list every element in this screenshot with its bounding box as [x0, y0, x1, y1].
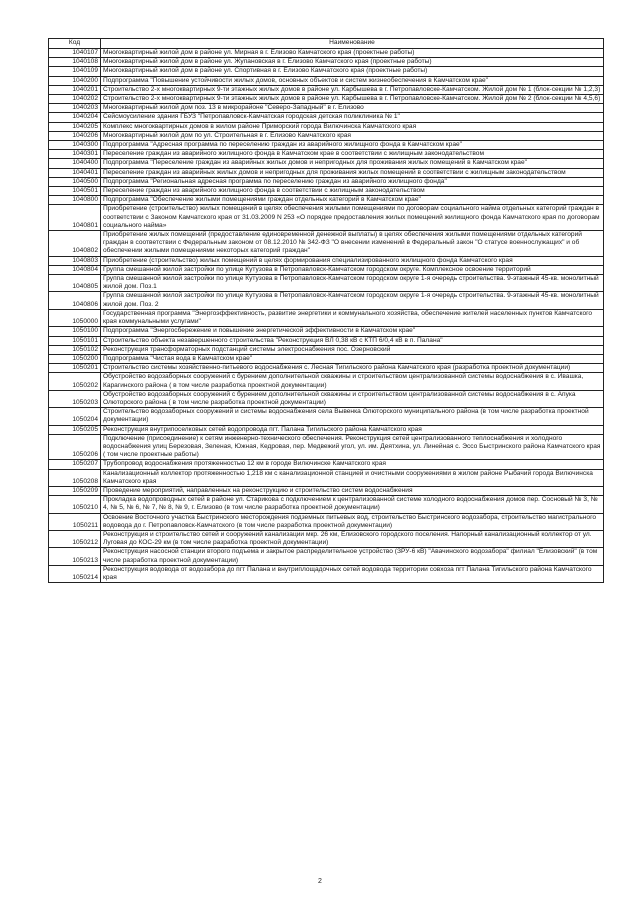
row-name: Государственная программа "Энергоэффективность, развитие энергетики и коммунального хозяйства, обеспечение жителей населенных пунктов Камчатского края коммунальными услугами": [101, 309, 604, 326]
table-row: [49, 85, 604, 94]
row-code: 1050209: [49, 486, 101, 495]
row-name: Обустройство водозаборных сооружений с бурением дополнительной скважины и строительством централизованной системы водоснабжения в с. Ивашка, Карагинского района ( в том числе разработка проектной документации): [101, 373, 604, 390]
row-code: 1040801: [49, 205, 101, 231]
table-row: [49, 104, 604, 113]
row-code: 1040205: [49, 122, 101, 131]
row-code: 1040200: [49, 76, 101, 85]
row-name: Многоквартирный жилой дом в районе ул. Спортивная в г. Елизово Камчатского края (проектные работы): [101, 67, 604, 76]
row-name: Приобретение жилых помещений (предоставление единовременной денежной выплаты) в целях обеспечения жилыми помещениями отдельных категорий граждан в соответствии с Федеральным законом от 08.12.2010 № 342-ФЗ "О внесении изменений в Федеральный закон "О статусе военнослужащих" и об обеспечении жилыми помещениями некоторых категорий граждан": [101, 231, 604, 257]
table-row: [49, 49, 604, 58]
row-code: 1050210: [49, 496, 101, 513]
table-row: [49, 565, 604, 582]
table-row: [49, 486, 604, 495]
row-code: 1050211: [49, 513, 101, 530]
table-row: [49, 530, 604, 547]
table-row: [49, 373, 604, 390]
table-row: [49, 327, 604, 336]
row-name: Сейсмоусиление здания ГБУЗ "Петропавловск-Камчатская городская детская поликлиника № 1": [101, 113, 604, 122]
table-row: [49, 265, 604, 274]
row-name: Многоквартирный жилой дом в районе ул. Мирная в г. Елизово Камчатского края (проектные работы): [101, 49, 604, 58]
table-row: [49, 425, 604, 434]
row-name: Подпрограмма "Переселение граждан из аварийных жилых домов и непригодных для проживания жилых помещений в Камчатском крае": [101, 159, 604, 168]
row-name: Подпрограмма "Адресная программа по переселению граждан из аварийного жилищного фонда в Камчатском крае": [101, 141, 604, 150]
row-name: Канализационный коллектор протяженностью 1,218 км с канализационной станцией и очистными сооружениями в жилом районе Рыбачий города Вилючинска Камчатского края: [101, 469, 604, 486]
row-code: 1050202: [49, 373, 101, 390]
table-row: [49, 390, 604, 407]
row-code: 1050212: [49, 530, 101, 547]
row-code: 1040108: [49, 58, 101, 67]
table-row: [49, 231, 604, 257]
row-code: 1050201: [49, 364, 101, 373]
row-name: Обустройство водозаборных сооружений с бурением дополнительной скважины и строительством централизованной системы водоснабжения в с. Апука Олюторского района ( в том числе разработка проектной документации): [101, 390, 604, 407]
row-name: Строительство системы хозяйственно-питьевого водоснабжения с. Лесная Тигильского района Камчатского края (разработка проектной документации): [101, 364, 604, 373]
row-name: Проведение мероприятий, направленных на реконструкцию и строительство систем водоснабжения: [101, 486, 604, 495]
row-name: Строительство 2-х многоквартирных 9-ти этажных жилых домов в районе ул. Карбышева в г. Петропавловске-Камчатском. Жилой дом № 1 (блок-секции № 1,2,3): [101, 85, 604, 94]
row-name: Многоквартирный жилой дом поз. 13 в микрорайоне "Северо-Западный" в г. Елизово: [101, 104, 604, 113]
row-name: Группа смешанной жилой застройки по улице Кутузова в Петропавловск-Камчатском городском округе 1-я очередь строительства. 9-этажный 45-кв. монолитный жилой дом. Поз. 2: [101, 292, 604, 309]
header-name: Наименование: [101, 39, 604, 49]
table-row: [49, 196, 604, 205]
row-code: 1040400: [49, 159, 101, 168]
row-code: 1050102: [49, 345, 101, 354]
table-row: [49, 513, 604, 530]
table-row: [49, 434, 604, 460]
row-code: 1040501: [49, 187, 101, 196]
row-code: 1050100: [49, 327, 101, 336]
row-code: 1050213: [49, 548, 101, 565]
row-name: Подпрограмма "Повышение устойчивости жилых домов, основных объектов и систем жизнеобеспечения в Камчатском крае": [101, 76, 604, 85]
row-code: 1040201: [49, 85, 101, 94]
table-row: [49, 205, 604, 231]
row-name: Реконструкция водовода от водозабора до пгт Палана и внутриплощадочных сетей водовода территории совхоза пгт Палана Тигильского района Камчатского края: [101, 565, 604, 582]
row-name: Реконструкция насосной станции второго подъема и закрытое распределительное устройство (ЗРУ-6 кВ) "Авачинского водозабора" филиал "Елизовский" (в том числе разработка проектной документации): [101, 548, 604, 565]
row-code: 1050204: [49, 408, 101, 425]
row-code: 1050206: [49, 434, 101, 460]
table-row: [49, 460, 604, 469]
row-code: 1040206: [49, 131, 101, 140]
table-row: [49, 187, 604, 196]
table-row: [49, 496, 604, 513]
table-row: [49, 141, 604, 150]
row-code: 1040107: [49, 49, 101, 58]
row-code: 1040802: [49, 231, 101, 257]
table-row: [49, 408, 604, 425]
row-code: 1050200: [49, 354, 101, 363]
table-row: [49, 131, 604, 140]
table-row: [49, 548, 604, 565]
row-code: 1040800: [49, 196, 101, 205]
document-sheet: [48, 38, 603, 583]
row-name: Подпрограмма "Региональная адресная программа по переселению граждан из аварийного жилищного фонда": [101, 177, 604, 186]
row-name: Приобретение (строительство) жилых помещений в целях формирования специализированного жилищного фонда Камчатского края: [101, 256, 604, 265]
row-code: 1040401: [49, 168, 101, 177]
table-row: [49, 256, 604, 265]
row-name: Многоквартирный жилой дом в районе ул. Жупановская в г. Елизово Камчатского края (проектные работы): [101, 58, 604, 67]
row-code: 1050203: [49, 390, 101, 407]
table-row: [49, 122, 604, 131]
row-name: Строительство 2-х многоквартирных 9-ти этажных жилых домов в районе ул. Карбышева в г. Петропавловске-Камчатском. Жилой дом № 2 (блок-секции № 4,5,6): [101, 95, 604, 104]
row-code: 1050101: [49, 336, 101, 345]
row-name: Строительство водозаборных сооружений и системы водоснабжения села Вывенка Олюторского муниципального района (в том числе разработка проектной документации): [101, 408, 604, 425]
row-name: Подпрограмма "Энергосбережение и повышение энергетической эффективности в Камчатском крае": [101, 327, 604, 336]
row-name: Реконструкция трансформаторных подстанций системы электроснабжения пос. Озерновский: [101, 345, 604, 354]
row-name: Комплекс многоквартирных домов в жилом районе Приморский города Вилючинска Камчатского края: [101, 122, 604, 131]
table-row: [49, 177, 604, 186]
row-name: Переселение граждан из аварийного жилищного фонда в Камчатском крае в соответствии с жилищным законодательством: [101, 150, 604, 159]
codes-table: [48, 38, 604, 583]
table-body: [49, 49, 604, 583]
row-code: 1040804: [49, 265, 101, 274]
row-name: Строительство объекта незавершенного строительства "Реконструкция ВЛ 0,38 кВ с КТП 6/0,4 кВ в п. Палана": [101, 336, 604, 345]
row-code: 1040203: [49, 104, 101, 113]
table-row: [49, 168, 604, 177]
table-row: [49, 275, 604, 292]
page-number: 2: [318, 878, 322, 885]
table-row: [49, 95, 604, 104]
row-code: 1040803: [49, 256, 101, 265]
table-row: [49, 67, 604, 76]
row-code: 1040805: [49, 275, 101, 292]
row-code: 1050000: [49, 309, 101, 326]
row-code: 1040300: [49, 141, 101, 150]
row-name: Освоение Восточного участка Быстринского месторождения подземных питьевых вод, строительство Быстринского водозабора, строительство магистрального водовода до г. Петропавловск-Камчатского (в том числе разработка проектной документации): [101, 513, 604, 530]
row-code: 1040500: [49, 177, 101, 186]
row-code: 1040301: [49, 150, 101, 159]
row-code: 1050208: [49, 469, 101, 486]
row-code: 1040109: [49, 67, 101, 76]
table-row: [49, 76, 604, 85]
row-code: 1050214: [49, 565, 101, 582]
table-row: [49, 159, 604, 168]
table-row: [49, 354, 604, 363]
table-row: [49, 113, 604, 122]
row-name: Группа смешанной жилой застройки по улице Кутузова в Петропавловск-Камчатском городском округе 1-я очередь строительства. 9-этажный 45-кв. монолитный жилой дом. Поз.1: [101, 275, 604, 292]
row-code: 1050205: [49, 425, 101, 434]
table-row: [49, 469, 604, 486]
row-name: Реконструкция внутрипоселковых сетей водопровода пгт. Палана Тигильского района Камчатского края: [101, 425, 604, 434]
table-row: [49, 150, 604, 159]
row-code: 1040806: [49, 292, 101, 309]
row-code: 1040202: [49, 95, 101, 104]
table-row: [49, 292, 604, 309]
row-name: Многоквартирный жилой дом по ул. Строительная в г. Елизово Камчатского края: [101, 131, 604, 140]
row-name: Переселение граждан из аварийного жилищного фонда в соответствии с жилищным законодательством: [101, 187, 604, 196]
table-row: [49, 58, 604, 67]
table-row: [49, 309, 604, 326]
table-header-row: [49, 39, 604, 49]
row-name: Переселение граждан из аварийных жилых домов и непригодных для проживания жилых помещений в соответствии с жилищным законодательством: [101, 168, 604, 177]
row-name: Подпрограмма "Чистая вода в Камчатском крае": [101, 354, 604, 363]
row-code: 1050207: [49, 460, 101, 469]
row-name: Трубопровод водоснабжения протяженностью 12 км в городе Вилючинске Камчатского края: [101, 460, 604, 469]
table-row: [49, 345, 604, 354]
row-name: Группа смешанной жилой застройки по улице Кутузова в Петропавловск-Камчатском городском округе. Комплексное освоение территорий: [101, 265, 604, 274]
row-code: 1040204: [49, 113, 101, 122]
row-name: Подпрограмма "Обеспечение жилыми помещениями граждан отдельных категорий в Камчатском крае": [101, 196, 604, 205]
header-code: Код: [49, 39, 101, 49]
table-row: [49, 364, 604, 373]
row-name: Подключение (присоединение) к сетям инженерно-технического обеспечения. Реконструкция сетей централизованного теплоснабжения и холодного водоснабжения улиц Березовая, Зеленая, Южная, Кедровая, пер. Медвежий угол, ул. им. Деятхина, ул. Линейная с. Эссо Быстринского района Камчатского края ( том числе проектные работы): [101, 434, 604, 460]
row-name: Реконструкция и строительство сетей и сооружений канализации мкр. 26 км, Елизовского городского поселения. Напорный канализационный коллектор от ул. Луговая до КОС-29 км (в том числе разработка проектной документации): [101, 530, 604, 547]
table-row: [49, 336, 604, 345]
row-name: Приобретение (строительство) жилых помещений в целях обеспечения жилыми помещениями по договорам социального найма отдельных категорий граждан в соответствии с Законом Камчатского края от 31.03.2009 N 253 «О порядке предоставления жилых помещений жилищного фонда Камчатского края по договорам социального найма»: [101, 205, 604, 231]
row-name: Прокладка водопроводных сетей в районе ул. Старикова с подключением к централизованной системе холодного водоснабжения домов пер. Сосновый № 3, № 4, № 5, № 6, № 7, № 8, № 9, г. Елизово (в том числе разработка проектной документации): [101, 496, 604, 513]
